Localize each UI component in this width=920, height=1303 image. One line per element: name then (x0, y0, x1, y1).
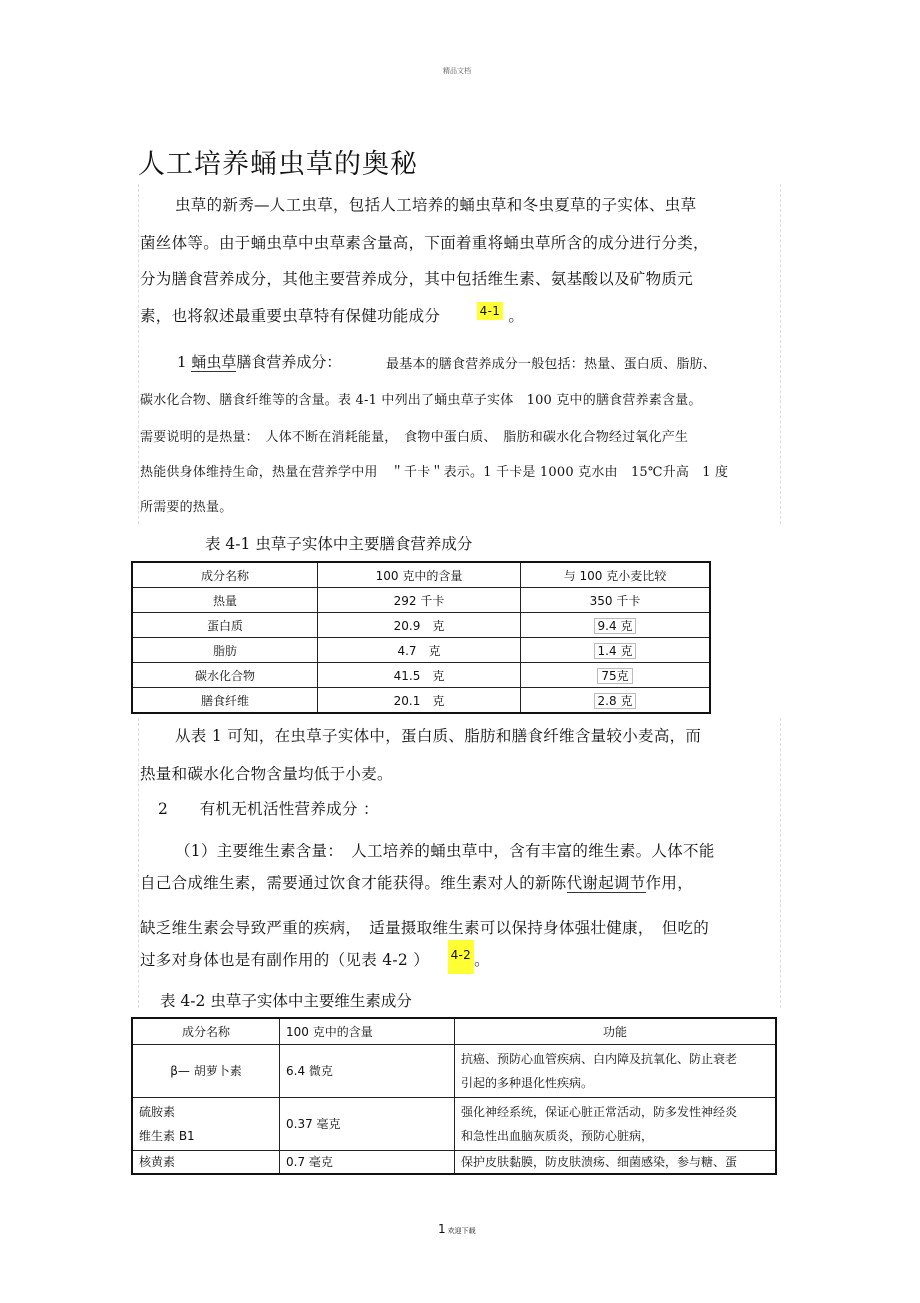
table-cell-value: 9.4 克 (594, 618, 637, 634)
vitamins-line-4-text: 过多对身体也是有副作用的（见表 4-2 ） (140, 951, 430, 969)
table-cell (521, 613, 711, 638)
header-note: 精品文档 (443, 67, 471, 75)
table-cell (455, 1044, 777, 1097)
table-header-cell: 成分名称 (132, 562, 318, 588)
reference-highlight-4-1: 4-1 (477, 302, 504, 320)
vitamins-line-2 (140, 871, 693, 893)
vitamins-line-2-a: 自己合成维生素，需要通过饮食才能获得。维生素对人的新陈 (140, 874, 567, 892)
table-header-row (132, 1018, 776, 1044)
function-line: 保护皮肤黏膜，防皮肤溃疡、细菌感染，参与糖、蛋 (461, 1154, 738, 1169)
function-line: 抗癌、预防心血管疾病、白内障及抗氧化、防止衰老 (461, 1051, 738, 1066)
page-number: 1 (438, 1222, 446, 1236)
intro-line-2: 菌丝体等。由于蛹虫草中虫草素含量高，下面着重将蛹虫草所含的成分进行分类， (140, 234, 709, 252)
section-1-number: 1 (177, 353, 187, 371)
table-row (132, 588, 710, 613)
conclusion-line-1: 从表 1 可知，在虫草子实体中，蛋白质、脂肪和膳食纤维含量较小麦高，而 (175, 727, 702, 745)
table-header-cell: 功能 (455, 1018, 777, 1044)
table-row (132, 638, 710, 663)
frame-guide-right-2 (780, 718, 781, 1008)
vitamins-line-4 (140, 948, 490, 970)
table-cell: β— 胡萝卜素 (132, 1044, 280, 1097)
table-cell (521, 638, 711, 663)
table-cell: 292 千卡 (318, 588, 521, 613)
section-2-heading: 2 有机无机活性营养成分 ： (158, 800, 379, 818)
table-row (132, 688, 710, 714)
section-1-line-5: 所需要的热量。 (140, 500, 233, 515)
vitamins-line-3: 缺乏维生素会导致严重的疾病， 适量摄取维生素可以保持身体强壮健康， 但吃的 (140, 919, 710, 937)
page-footer (438, 1222, 476, 1236)
intro-line-4 (140, 304, 524, 326)
table-cell (455, 1097, 777, 1150)
nutrition-table (131, 561, 711, 714)
table-row (132, 1097, 776, 1150)
table-header-cell: 成分名称 (132, 1018, 280, 1044)
table-cell: 0.7 毫克 (280, 1150, 455, 1174)
section-1-heading-rest: 膳食营养成分： (236, 353, 342, 371)
section-1-line-4: 热能供身体维持生命，热量在营养学中用 ＂千卡＂表示。1 千卡是 1000 克水由 15℃升高 1 度 (140, 465, 729, 480)
table-cell: 6.4 微克 (280, 1044, 455, 1097)
vitamin-table (131, 1017, 777, 1175)
table-row (132, 613, 710, 638)
table-cell: 硫胺素 维生素 B1 (132, 1097, 280, 1150)
table-cell: 热量 (132, 588, 318, 613)
table-1-caption: 表 4-1 虫草子实体中主要膳食营养成分 (205, 535, 473, 553)
frame-guide-right (780, 184, 781, 524)
intro-end: 。 (508, 307, 525, 325)
footer-note: 欢迎下载 (447, 1227, 476, 1235)
table-header-cell: 100 克中的含量 (318, 562, 521, 588)
table-cell: 20.1 克 (318, 688, 521, 714)
section-1-heading-underlined: 蛹虫草 (191, 353, 237, 371)
frame-guide-left-2 (138, 718, 139, 1008)
section-1-line-3: 需要说明的是热量： 人体不断在消耗能量， 食物中蛋白质、 脂肪和碳水化合物经过氧化产生 (140, 430, 689, 445)
table-2-caption: 表 4-2 虫草子实体中主要维生素成分 (160, 992, 412, 1010)
section-1-line-2: 碳水化合物、膳食纤维等的含量。表 4-1 中列出了蛹虫草子实体 100 克中的膳食营养素含量。 (140, 393, 702, 408)
table-cell: 41.5 克 (318, 663, 521, 688)
table-cell (455, 1150, 777, 1174)
table-cell: 膳食纤维 (132, 688, 318, 714)
table-cell: 脂肪 (132, 638, 318, 663)
vitamins-line-2-b: 作用， (645, 874, 694, 892)
table-cell (521, 688, 711, 714)
table-cell-value: 75克 (597, 668, 632, 684)
table-row (132, 663, 710, 688)
table-cell: 核黄素 (132, 1150, 280, 1174)
vitamins-end: 。 (474, 951, 490, 969)
table-cell: 0.37 毫克 (280, 1097, 455, 1150)
table-cell (521, 663, 711, 688)
table-cell: 4.7 克 (318, 638, 521, 663)
function-line: 引起的多种退化性疾病。 (461, 1075, 594, 1090)
table-cell: 20.9 克 (318, 613, 521, 638)
table-row (132, 1044, 776, 1097)
section-1-heading (177, 351, 341, 372)
conclusion-line-2: 热量和碳水化合物含量均低于小麦。 (140, 765, 393, 783)
table-row (132, 1150, 776, 1174)
frame-guide-left (138, 184, 139, 524)
intro-line-3: 分为膳食营养成分，其他主要营养成分，其中包括维生素、氨基酸以及矿物质元 (140, 270, 694, 288)
reference-highlight-4-2: 4-2 (448, 940, 475, 974)
vitamins-line-2-underlined: 代谢起调节 (566, 874, 646, 892)
table-cell: 蛋白质 (132, 613, 318, 638)
intro-line-1: 虫草的新秀—人工虫草，包括人工培养的蛹虫草和冬虫夏草的子实体、虫草 (175, 196, 697, 214)
table-header-cell: 100 克中的含量 (280, 1018, 455, 1044)
table-header-row (132, 562, 710, 588)
function-line: 强化神经系统，保证心脏正常活动，防多发性神经炎 (461, 1104, 738, 1119)
table-cell-value: 2.8 克 (594, 693, 637, 709)
section-1-line-1: 最基本的膳食营养成分一般包括：热量、蛋白质、脂肪、 (386, 357, 717, 372)
table-cell: 350 千卡 (521, 588, 711, 613)
page-title: 人工培养蛹虫草的奥秘 (138, 149, 418, 180)
table-header-cell: 与 100 克小麦比较 (521, 562, 711, 588)
table-cell: 碳水化合物 (132, 663, 318, 688)
function-line: 和急性出血脑灰质炎，预防心脏病， (461, 1128, 654, 1143)
vitamins-line-1: （1）主要维生素含量： 人工培养的蛹虫草中，含有丰富的维生素。人体不能 (175, 842, 715, 860)
table-cell-value: 1.4 克 (594, 643, 637, 659)
intro-line-4-text: 素，也将叙述最重要虫草特有保健功能成分 (140, 307, 441, 325)
